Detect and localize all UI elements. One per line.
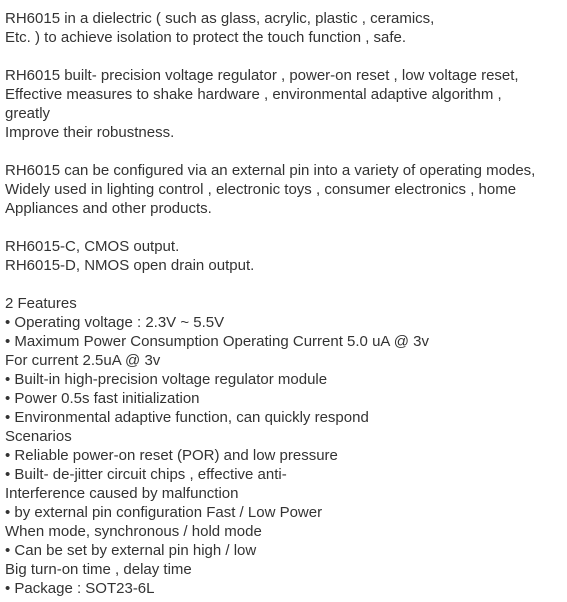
paragraph-gap [5, 47, 563, 66]
feature-line: • Built-in high-precision voltage regulator module [5, 371, 328, 388]
feature-line: • Can be set by external pin high / low [5, 542, 257, 559]
text-line: Improve their robustness. [5, 124, 175, 141]
text-line: RH6015 can be configured via an external pin into a variety of operating modes, [5, 162, 536, 179]
features-section [5, 294, 563, 598]
paragraph-gap [5, 142, 563, 161]
feature-line: • Package : SOT23-6L [5, 580, 155, 597]
feature-line: • Environmental adaptive function, can quickly respond [5, 409, 369, 426]
paragraph-operating-modes [5, 161, 563, 218]
text-line: RH6015 in a dielectric ( such as glass, acrylic, plastic , ceramics, [5, 10, 435, 27]
feature-line: Big turn-on time , delay time [5, 561, 192, 578]
text-line: Etc. ) to achieve isolation to protect the touch function , safe. [5, 29, 407, 46]
feature-line: • Maximum Power Consumption Operating Current 5.0 uA @ 3v [5, 333, 429, 350]
feature-line: When mode, synchronous / hold mode [5, 523, 262, 540]
paragraph-output-variants [5, 237, 563, 275]
text-line: Widely used in lighting control , electronic toys , consumer electronics , home [5, 181, 517, 198]
text-line: RH6015 built- precision voltage regulator , power-on reset , low voltage reset, [5, 67, 519, 84]
text-line: Effective measures to shake hardware , environmental adaptive algorithm , [5, 86, 502, 103]
feature-line: Scenarios [5, 428, 72, 445]
paragraph-gap [5, 218, 563, 237]
feature-line: • Operating voltage : 2.3V ~ 5.5V [5, 314, 225, 331]
document-body [5, 9, 563, 598]
feature-line: • by external pin configuration Fast / Low Power [5, 504, 323, 521]
paragraph-isolation [5, 9, 563, 47]
text-line: RH6015-D, NMOS open drain output. [5, 257, 255, 274]
feature-line: • Reliable power-on reset (POR) and low pressure [5, 447, 338, 464]
text-line: RH6015-C, CMOS output. [5, 238, 180, 255]
paragraph-gap [5, 275, 563, 294]
feature-line: • Built- de-jitter circuit chips , effective anti- [5, 466, 287, 483]
text-line: greatly [5, 105, 51, 122]
feature-line: For current 2.5uA @ 3v [5, 352, 161, 369]
feature-line: • Power 0.5s fast initialization [5, 390, 200, 407]
feature-line: Interference caused by malfunction [5, 485, 239, 502]
features-heading: 2 Features [5, 295, 77, 312]
text-line: Appliances and other products. [5, 200, 212, 217]
paragraph-regulator [5, 66, 563, 142]
